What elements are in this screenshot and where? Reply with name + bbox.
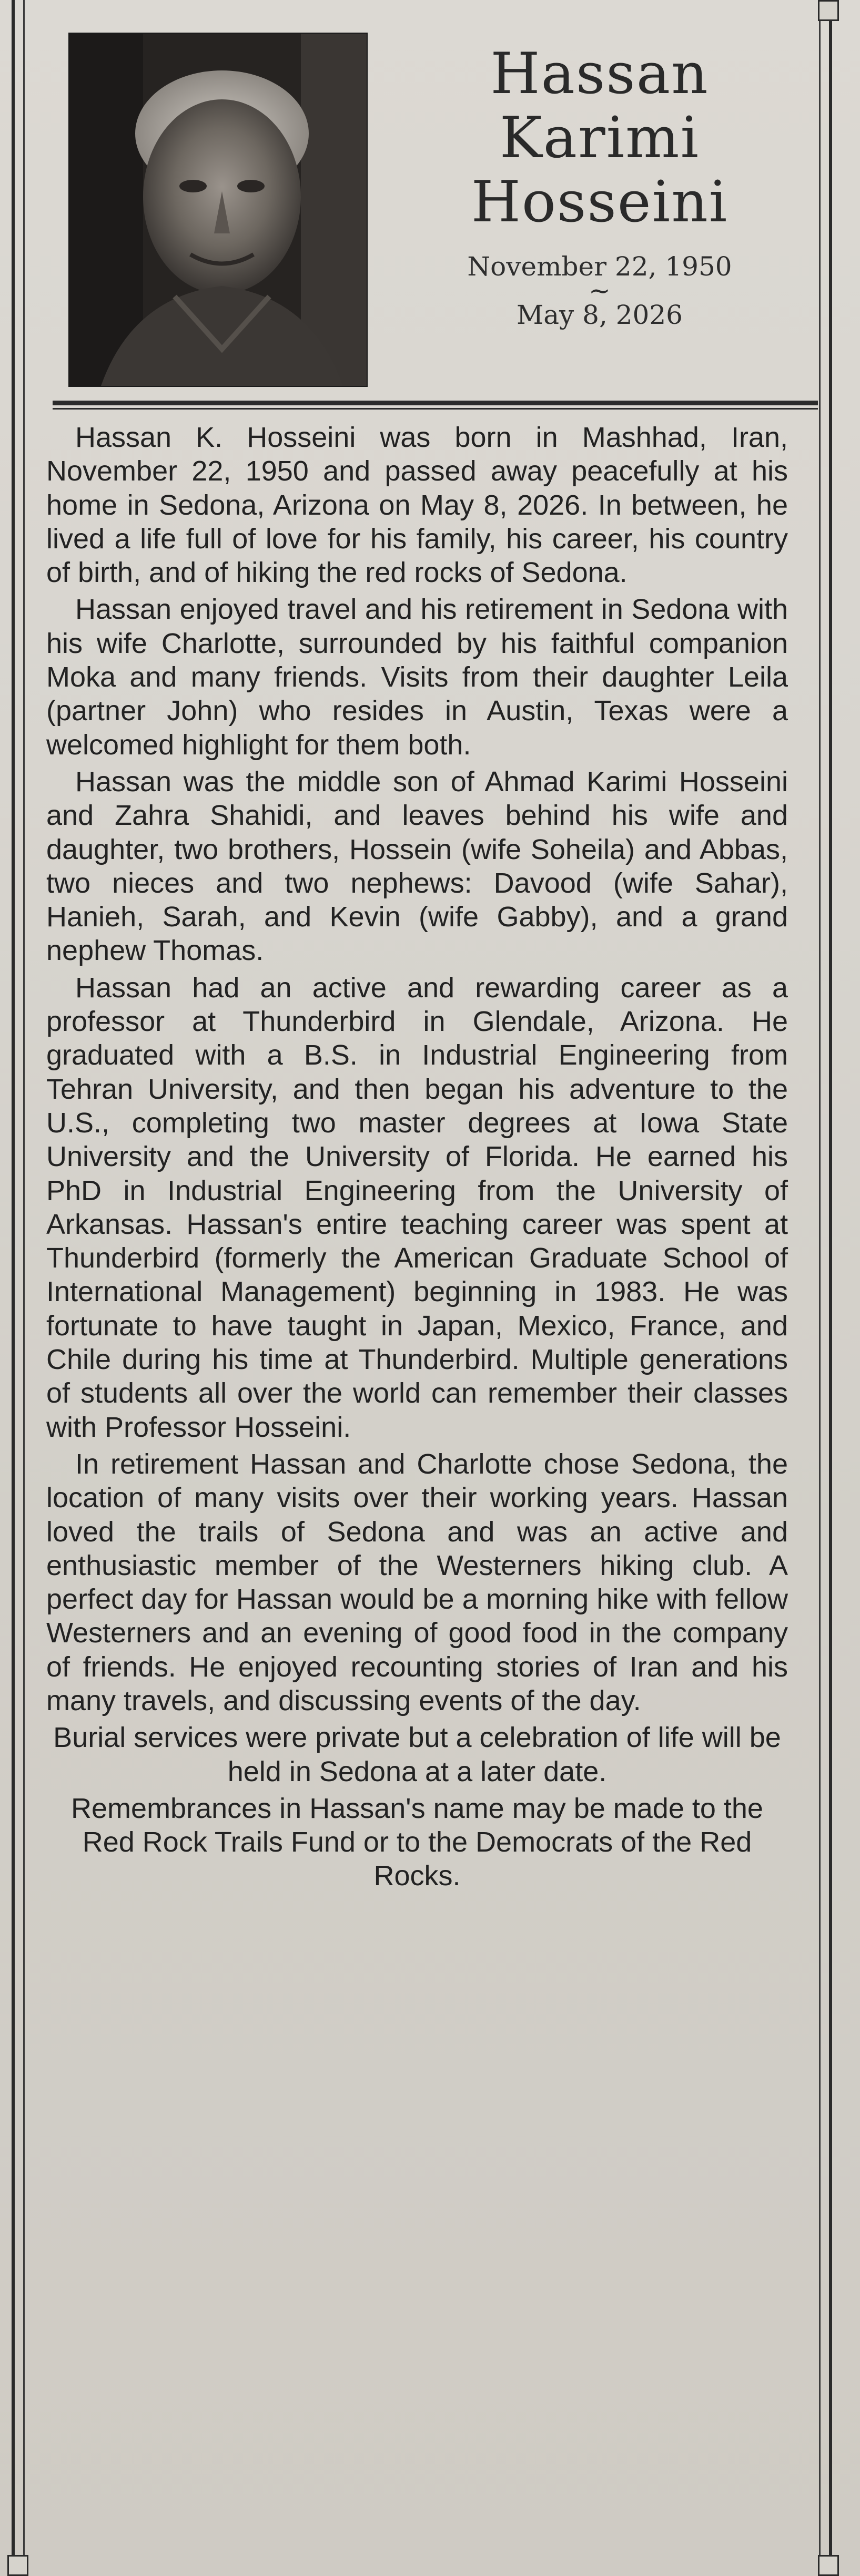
corner-ornament [818, 2555, 839, 2576]
paragraph-services: Burial services were private but a celebration of life will be held in Sedona at a later date. [53, 1722, 781, 1787]
header-rule-thin [53, 408, 818, 410]
date-separator: ~ [589, 275, 611, 306]
paragraph-career: Hassan had an active and rewarding career as a professor at Thunderbird in Glendale, Arizona. He graduated with a B.S. in Industrial Engineering from Tehran University, and then began his adventure to the U.S., completing two master degrees at Iowa State University and the University of Florida. He earned his PhD in Industrial Engineering from the University of Arkansas. Hassan's entire teaching career was spent at Thunderbird (formerly the American Graduate School of International Management) beginning in 1983. He was fortunate to have taught in Japan, Mexico, France, and Chile during his time at Thunderbird. Multiple generations of students all over the world can remember their classes with Professor Hosseini. [46, 972, 788, 1443]
paragraph-remembrances: Remembrances in Hassan's name may be made to the Red Rock Trails Fund or to the Democrats of the Red Rocks. [71, 1792, 763, 1892]
paragraph-retirement-family: Hassan enjoyed travel and his retirement in Sedona with his wife Charlotte, surrounded by his faithful companion Moka and many friends. Visits from their daughter Leila (partner John) who resides in Austin, Texas were a welcomed highlight for them both. [46, 594, 788, 761]
birth-date: November 22, 1950 [467, 251, 732, 282]
corner-ornament [7, 2555, 28, 2576]
name-middle: Karimi [499, 105, 700, 171]
name-first: Hassan [490, 41, 709, 107]
header-rule [53, 401, 818, 405]
paragraph-sedona: In retirement Hassan and Charlotte chose Sedona, the location of many visits over their working years. Hassan loved the trails of Sedona and was an active and enthusiastic member of the Westerners hiking club. A perfect day for Hassan would be a morning hike with fellow Westerners and an evening of good food in the company of friends. He enjoyed recounting stories of Iran and his many travels, and discussing events of the day. [46, 1448, 788, 1716]
name-last: Hosseini [471, 169, 729, 235]
paragraph-survivors: Hassan was the middle son of Ahmad Karimi Hosseini and Zahra Shahidi, and leaves behind his wife and daughter, two brothers, Hossein (wife Soheila) and Abbas, two nieces and two nephews: Davood (wife Sahar), Hanieh, Sarah, and Kevin (wife Gabby), and a grand nephew Thomas. [46, 765, 788, 967]
corner-ornament [818, 0, 839, 21]
portrait-photo [68, 33, 368, 387]
name-and-dates [384, 42, 815, 331]
death-date: May 8, 2026 [517, 300, 683, 330]
obituary-body [46, 421, 788, 1896]
paragraph-birth: Hassan K. Hosseini was born in Mashhad, Iran, November 22, 1950 and passed away peacefully at his home in Sedona, Arizona on May 8, 2026. In between, he lived a life full of love for his family, his career, his country of birth, and of hiking the red rocks of Sedona. [46, 422, 788, 589]
